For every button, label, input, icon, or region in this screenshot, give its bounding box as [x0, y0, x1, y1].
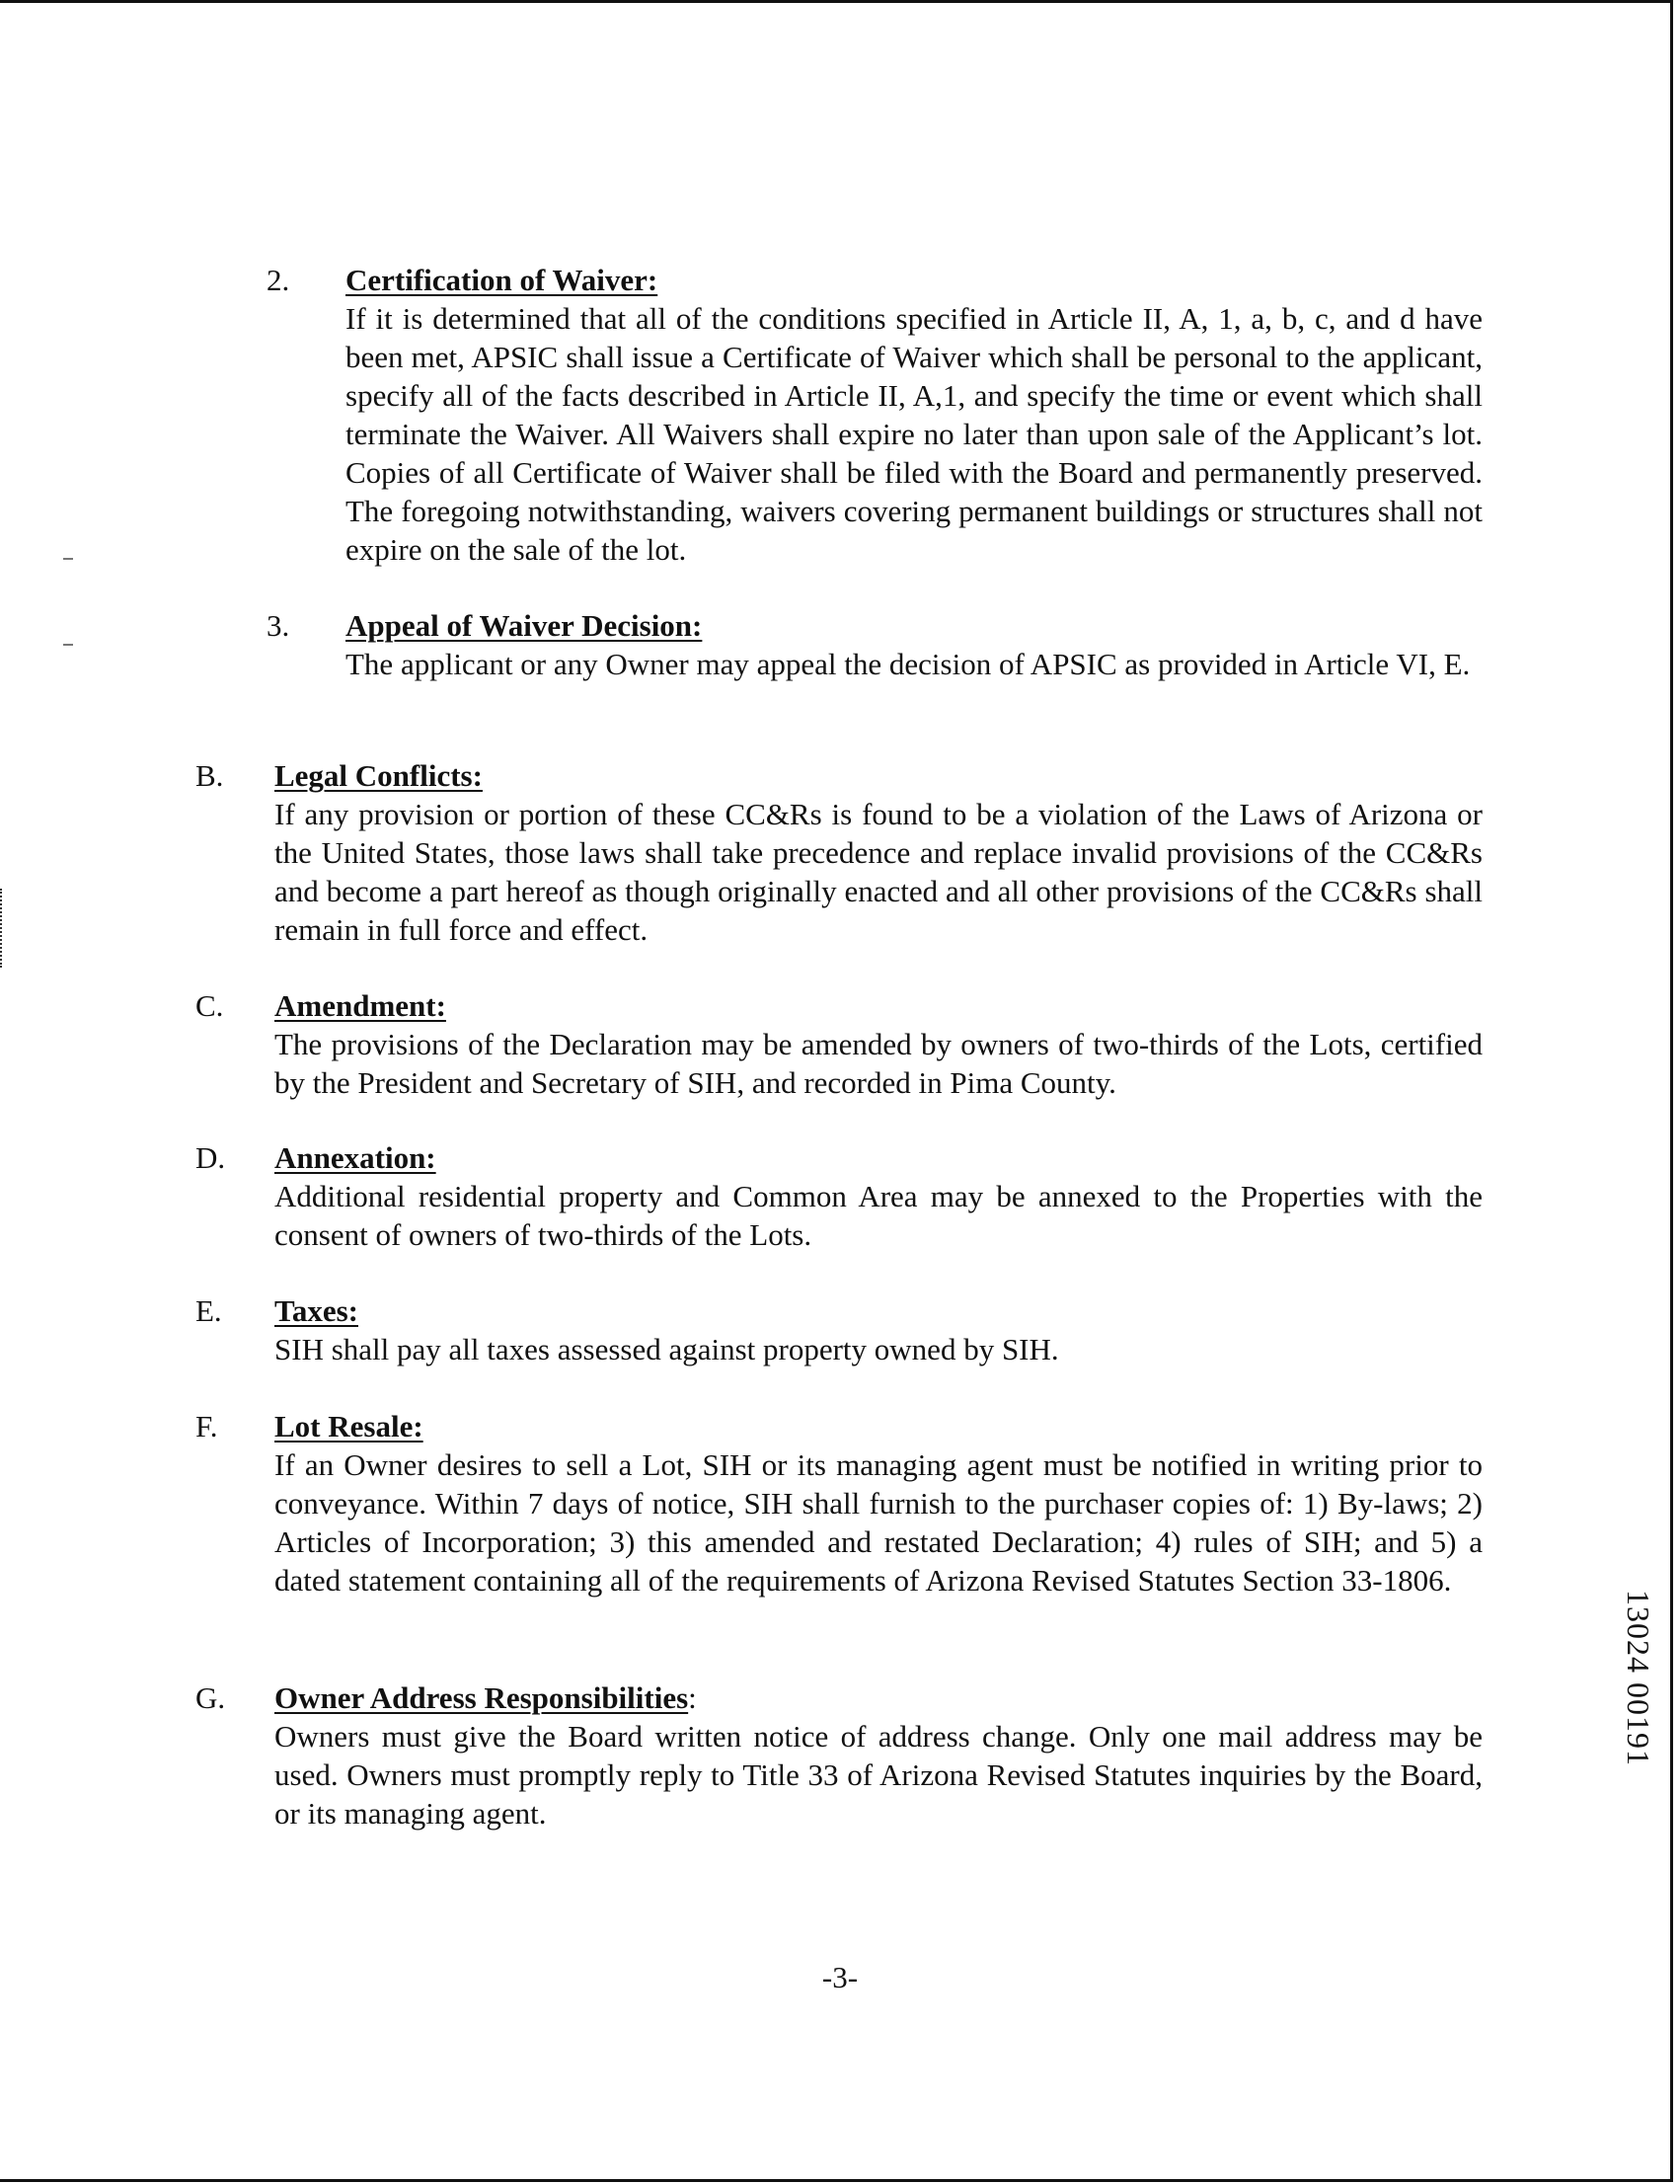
section-letter: E.: [195, 1293, 222, 1328]
section-heading: Annexation:: [274, 1140, 436, 1175]
section-lot-resale: [195, 1407, 1483, 1599]
section-letter: D.: [195, 1140, 226, 1175]
section-number: 3.: [267, 608, 290, 643]
section-body: If any provision or portion of these CC&Rs is found to be a violation of the Laws of Arizona or the United States, those laws shall take precedence and replace invalid provisions of the CC&Rs and become a part hereof as though originally enacted and all other provisions of the CC&Rs shall remain in full force and effect.: [274, 797, 1483, 947]
section-body: If an Owner desires to sell a Lot, SIH or its managing agent must be notified in writing prior to conveyance. Within 7 days of notice, SIH shall furnish to the purchaser copies of: 1) By-laws; 2) Articles of Incorporation; 3) this amended and restated Declaration; 4) rules of SIH; and 5) a dated statement containing all of the requirements of Arizona Revised Statutes Section 33-1806.: [274, 1447, 1483, 1598]
page-number: -3-: [821, 1960, 859, 1994]
margin-mark: [63, 558, 73, 560]
section-owner-address-responsibilities: [195, 1678, 1483, 1833]
section-legal-conflicts: [195, 756, 1483, 949]
section-body: If it is determined that all of the conditions specified in Article II, A, 1, a, b, c, and d have been met, APSIC shall issue a Certificate of Waiver which shall be personal to the applicant, specify all of the facts described in Article II, A,1, and specify the time or event which shall terminate the Waiver. All Waivers shall expire no later than upon sale of the Applicant’s lot. Copies of all Certificate of Waiver shall be filed with the Board and permanently preserved. The foregoing notwithstanding, waivers covering permanent buildings or structures shall not expire on the sale of the lot.: [345, 301, 1483, 567]
section-heading: Owner Address Responsibilities: [274, 1680, 689, 1715]
section-body: Additional residential property and Common Area may be annexed to the Properties with the consent of owners of two-thirds of the Lots.: [274, 1179, 1483, 1252]
section-letter: G.: [195, 1680, 226, 1715]
section-heading: Certification of Waiver:: [345, 263, 658, 297]
section-letter: B.: [195, 758, 224, 793]
section-heading-colon: :: [688, 1680, 697, 1715]
section-body: SIH shall pay all taxes assessed against property owned by SIH.: [274, 1332, 1059, 1366]
section-body: Owners must give the Board written notice of address change. Only one mail address may be used. Owners must promptly reply to Title 33 of Arizona Revised Statutes inquiries by the Board, or its managing agent.: [274, 1719, 1483, 1831]
recording-stamp: 13024 00191: [1621, 1590, 1656, 1766]
margin-dots: [0, 889, 5, 968]
section-heading: Taxes:: [274, 1293, 358, 1328]
section-appeal-of-waiver-decision: [267, 606, 1483, 683]
section-number: 2.: [267, 263, 290, 297]
section-letter: C.: [195, 988, 224, 1023]
section-body: The applicant or any Owner may appeal the decision of APSIC as provided in Article VI, E.: [345, 647, 1471, 681]
section-body: The provisions of the Declaration may be amended by owners of two-thirds of the Lots, certified by the President and Secretary of SIH, and recorded in Pima County.: [274, 1027, 1483, 1100]
section-letter: F.: [195, 1409, 218, 1443]
section-heading-line: [274, 1678, 1483, 1717]
section-heading: Amendment:: [274, 988, 446, 1023]
section-taxes: [195, 1291, 1483, 1368]
section-certification-of-waiver: [267, 261, 1483, 569]
section-amendment: [195, 986, 1483, 1102]
section-heading: Legal Conflicts:: [274, 758, 483, 793]
section-heading: Lot Resale:: [274, 1409, 423, 1443]
margin-mark: [63, 644, 73, 646]
section-annexation: [195, 1138, 1483, 1254]
section-heading: Appeal of Waiver Decision:: [345, 608, 703, 643]
